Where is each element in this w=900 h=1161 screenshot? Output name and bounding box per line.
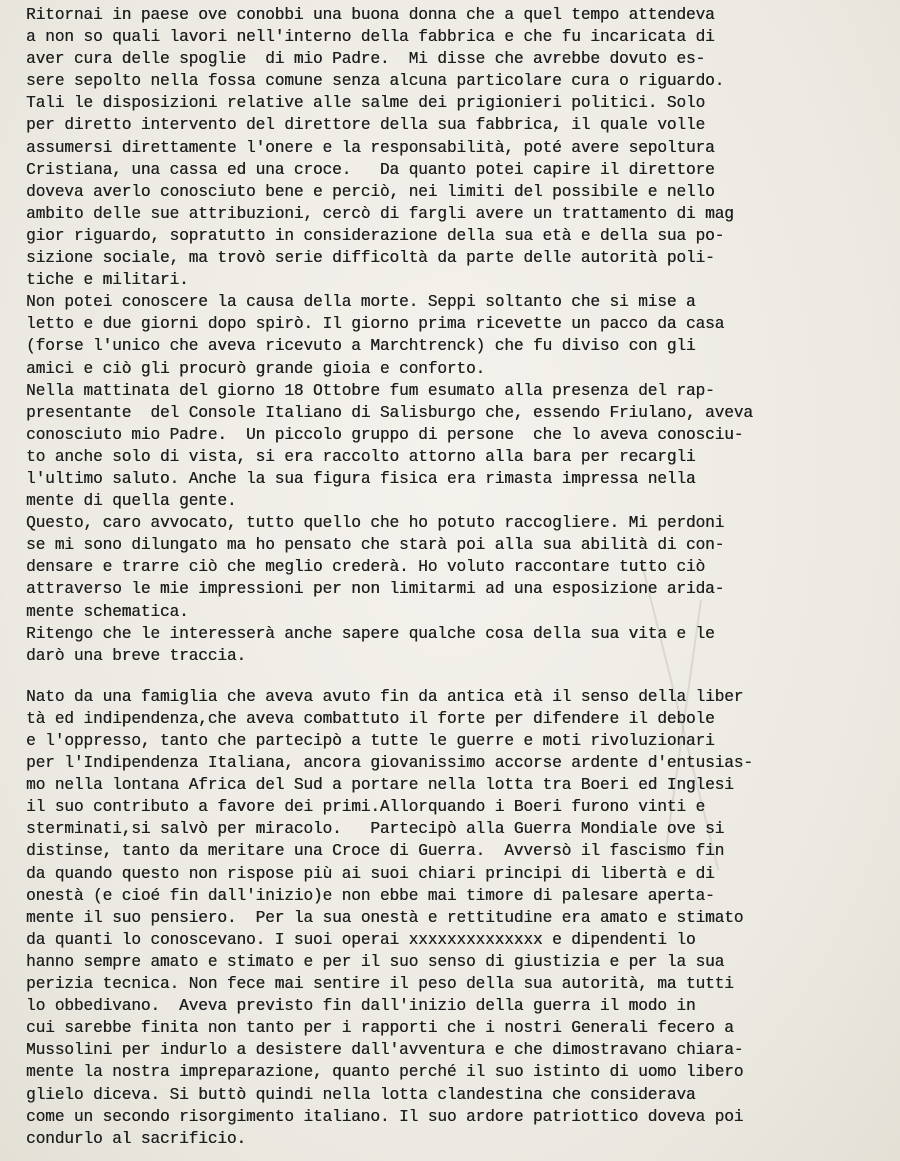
text-line: mente la nostra impreparazione, quanto perché il suo istinto di uomo libero [26,1063,744,1082]
text-line: ambito delle sue attribuzioni, cercò di fargli avere un trattamento di mag [26,204,734,223]
text-line: Ritornai in paese ove conobbi una buona donna che a quel tempo attendeva [26,6,715,24]
text-line: come un secondo risorgimento italiano. Il suo ardore patriottico doveva poi [26,1107,744,1126]
text-line: se mi sono dilungato ma ho pensato che starà poi alla sua abilità di con- [26,536,725,555]
text-line: gior riguardo, sopratutto in considerazione della sua età e della sua po- [26,226,725,245]
paragraph-gap [26,667,896,686]
text-line: perizia tecnica. Non fece mai sentire il peso della sua autorità, ma tutti [26,975,734,994]
text-line: to anche solo di vista, si era raccolto attorno alla bara per recargli [26,447,696,466]
text-line: tiche e militari. [26,271,189,290]
text-line: a non so quali lavori nell'interno della fabbrica e che fu incaricata di [26,28,715,47]
text-line: Cristiana, una cassa ed una croce. Da quanto potei capire il direttore [26,160,715,179]
text-line: l'ultimo saluto. Anche la sua figura fisica era rimasta impressa nella [26,469,696,488]
text-line: e l'oppresso, tanto che partecipò a tutte le guerre e moti rivoluzionari [26,732,715,750]
text-line: aver cura delle spoglie di mio Padre. Mi disse che avrebbe dovuto es- [26,50,706,69]
text-line: doveva averlo conosciuto bene e perciò, nei limiti del possibile e nello [26,182,715,201]
text-line: onestà (e cioé fin dall'inizio)e non ebbe mai timore di palesare aperta- [26,886,715,905]
letter-body [26,4,896,1150]
text-line: sterminati,si salvò per miracolo. Partecipò alla Guerra Mondiale ove si [26,820,725,839]
text-line: densare e trarre ciò che meglio crederà. Ho voluto raccontare tutto ciò [26,558,706,577]
paragraph [26,4,896,667]
text-line: da quando questo non rispose più ai suoi chiari principi di libertà e di [26,864,715,883]
text-line: Nato da una famiglia che aveva avuto fin da antica età il senso della liber [26,687,744,706]
text-line: presentante del Console Italiano di Salisburgo che, essendo Friulano, aveva [26,403,753,422]
text-line: mente il suo pensiero. Per la sua onestà e rettitudine era amato e stimato [26,908,744,927]
text-line: mo nella lontana Africa del Sud a portare nella lotta tra Boeri ed Inglesi [26,776,734,795]
text-line: darò una breve traccia. [26,646,246,665]
text-line: Mussolini per indurlo a desistere dall'avventura e che dimostravano chiara- [26,1041,744,1060]
text-line: sere sepolto nella fossa comune senza alcuna particolare cura o riguardo. [26,72,725,91]
text-line: Ritengo che le interesserà anche sapere qualche cosa della sua vita e le [26,624,715,643]
text-line: assumersi direttamente l'onere e la responsabilità, poté avere sepoltura [26,138,715,157]
text-line: Nella mattinata del giorno 18 Ottobre fum esumato alla presenza del rap- [26,381,715,400]
text-line: attraverso le mie impressioni per non limitarmi ad una esposizione arida- [26,580,725,599]
text-line: per diretto intervento del direttore della sua fabbrica, il quale volle [26,116,706,135]
text-line: mente schematica. [26,602,189,621]
text-line: Non potei conoscere la causa della morte. Seppi soltanto che si mise a [26,293,696,312]
text-line: da quanti lo conoscevano. I suoi operai xxxxxxxxxxxxxx e dipendenti lo [26,930,696,949]
text-line: condurlo al sacrificio. [26,1129,246,1148]
text-line: lo obbedivano. Aveva previsto fin dall'inizio della guerra il modo in [26,997,696,1016]
text-line: per l'Indipendenza Italiana, ancora giovanissimo accorse ardente d'entusias- [26,754,753,773]
text-line: amici e ciò gli procurò grande gioia e conforto. [26,359,486,378]
text-line: cui sarebbe finita non tanto per i rapporti che i nostri Generali fecero a [26,1019,734,1038]
text-line: distinse, tanto da meritare una Croce di Guerra. Avversò il fascismo fin [26,842,725,861]
text-line: Tali le disposizioni relative alle salme dei prigionieri politici. Solo [26,94,706,113]
text-line: sizione sociale, ma trovò serie difficoltà da parte delle autorità poli- [26,249,715,268]
text-line: il suo contributo a favore dei primi.Allorquando i Boeri furono vinti e [26,798,706,817]
text-line: mente di quella gente. [26,492,237,511]
text-line: letto e due giorni dopo spirò. Il giorno prima ricevette un pacco da casa [26,315,725,334]
text-line: glielo diceva. Si buttò quindi nella lotta clandestina che considerava [26,1085,696,1104]
text-line: conosciuto mio Padre. Un piccolo gruppo di persone che lo aveva conosciu- [26,425,744,444]
paragraph [26,686,896,1150]
text-line: tà ed indipendenza,che aveva combattuto il forte per difendere il debole [26,709,715,728]
text-line: (forse l'unico che aveva ricevuto a Marchtrenck) che fu diviso con gli [26,337,696,356]
text-line: hanno sempre amato e stimato e per il suo senso di giustizia e per la sua [26,952,725,971]
text-line: Questo, caro avvocato, tutto quello che ho potuto raccogliere. Mi perdoni [26,514,725,533]
